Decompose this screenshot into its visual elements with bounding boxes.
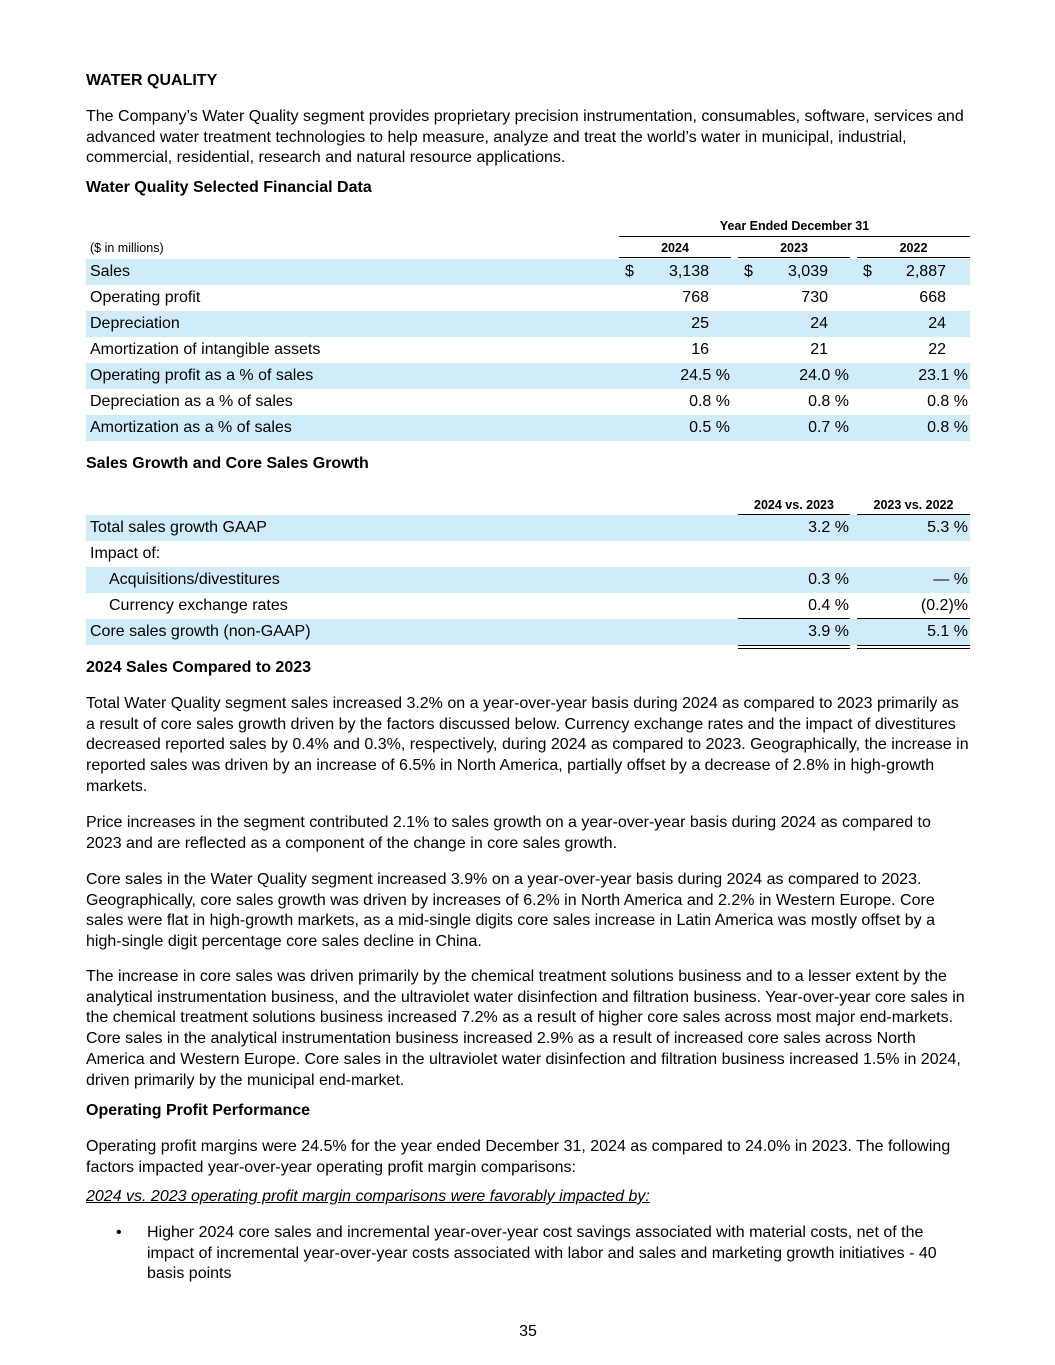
cell-value: 16 bbox=[691, 341, 709, 358]
year-header-rule bbox=[619, 257, 731, 258]
table-row bbox=[86, 389, 970, 415]
cell-value: 0.8 % bbox=[689, 393, 730, 410]
cell-value: 0.5 % bbox=[689, 419, 730, 436]
row-label: Amortization as a % of sales bbox=[90, 419, 292, 436]
cell-value: 3.2 % bbox=[808, 519, 849, 536]
currency-symbol: $ bbox=[863, 263, 872, 280]
cell-value: 22 bbox=[928, 341, 946, 358]
cell-value: 23.1 % bbox=[918, 367, 968, 384]
cell-value: 5.1 % bbox=[927, 623, 968, 640]
cell-value: 3,039 bbox=[787, 263, 828, 280]
cell-value: 0.3 % bbox=[808, 571, 849, 588]
growth-title: Sales Growth and Core Sales Growth bbox=[86, 455, 369, 472]
financial-data-table bbox=[86, 218, 970, 440]
column-header: 2023 vs. 2022 bbox=[873, 498, 954, 512]
table-row bbox=[86, 567, 970, 593]
table-row bbox=[86, 593, 970, 619]
cell-value: 0.8 % bbox=[808, 393, 849, 410]
row-label: Sales bbox=[90, 263, 131, 280]
cell-value: 24 bbox=[810, 315, 828, 332]
cell-value: 2,887 bbox=[905, 263, 946, 280]
row-label: Amortization of intangible assets bbox=[90, 341, 321, 358]
cell-value: 25 bbox=[691, 315, 709, 332]
growth-table bbox=[86, 494, 970, 656]
cell-value: 0.8 % bbox=[927, 419, 968, 436]
cell-value: 21 bbox=[810, 341, 828, 358]
table-row bbox=[86, 363, 970, 389]
table-row bbox=[86, 415, 970, 441]
table-row bbox=[86, 515, 970, 541]
financial-data-title: Water Quality Selected Financial Data bbox=[86, 179, 372, 196]
table-row bbox=[86, 619, 970, 645]
total-double-rule bbox=[738, 645, 850, 649]
cell-value: 668 bbox=[919, 289, 946, 306]
row-label: Total sales growth GAAP bbox=[90, 519, 267, 536]
row-label: Operating profit as a % of sales bbox=[90, 367, 314, 384]
cell-value: 0.7 % bbox=[808, 419, 849, 436]
row-label: Acquisitions/divestitures bbox=[109, 571, 280, 588]
favorable-heading: 2024 vs. 2023 operating profit margin comparisons were favorably impacted by: bbox=[86, 1188, 650, 1205]
cell-value: 0.4 % bbox=[808, 597, 849, 614]
row-label: Operating profit bbox=[90, 289, 201, 306]
cell-value: 768 bbox=[682, 289, 709, 306]
paragraph: The increase in core sales was driven primarily by the chemical treatment solutions business and to a lesser extent by the analytical instrumentation business, and the ultraviolet water disinfection and filtration business. Year-over-year core sales in the chemical treatment solutions business increased 7.2% as a result of higher core sales across most major end-markets. Core sales in the analytical instrumentation business increased 2.9% as a result of increased core sales across North America and Western Europe. Core sales in the ultraviolet water disinfection and filtration business increased 1.5% in 2024, driven primarily by the municipal end-market. bbox=[86, 968, 965, 1089]
cell-value: 730 bbox=[801, 289, 828, 306]
row-label: Currency exchange rates bbox=[109, 597, 288, 614]
cell-value: 24.5 % bbox=[680, 367, 730, 384]
table-row bbox=[86, 285, 970, 311]
row-label: Impact of: bbox=[90, 545, 161, 562]
sales-compare-title: 2024 Sales Compared to 2023 bbox=[86, 659, 312, 676]
paragraph: Price increases in the segment contributed 2.1% to sales growth on a year-over-year basis during 2024 as compared to 2023 and are reflected as a component of the change in core sales growth. bbox=[86, 814, 931, 852]
year-header: 2022 bbox=[899, 241, 928, 255]
cell-value: (0.2)% bbox=[920, 597, 968, 614]
column-header: 2024 vs. 2023 bbox=[754, 498, 834, 512]
row-label: Depreciation as a % of sales bbox=[90, 393, 293, 410]
year-header: 2023 bbox=[780, 241, 808, 255]
year-header-rule bbox=[738, 257, 850, 258]
operating-profit-title: Operating Profit Performance bbox=[86, 1102, 311, 1119]
bullet-icon: • bbox=[116, 1224, 122, 1241]
cell-value: 5.3 % bbox=[927, 519, 968, 536]
currency-symbol: $ bbox=[625, 263, 634, 280]
period-header-rule bbox=[619, 236, 970, 237]
cell-value: 24.0 % bbox=[799, 367, 849, 384]
total-double-rule bbox=[857, 645, 970, 649]
units-label: ($ in millions) bbox=[90, 241, 164, 255]
table-row bbox=[86, 311, 970, 337]
paragraph: Operating profit margins were 24.5% for the year ended December 31, 2024 as compared to 24.0% in 2023. The following factors impacted year-over-year operating profit margin comparisons: bbox=[86, 1138, 951, 1176]
period-header: Year Ended December 31 bbox=[719, 219, 870, 233]
table-row bbox=[86, 259, 970, 285]
row-label: Depreciation bbox=[90, 315, 180, 332]
section-title: WATER QUALITY bbox=[86, 72, 218, 89]
table-row bbox=[86, 337, 970, 363]
year-header: 2024 bbox=[661, 241, 689, 255]
intro-paragraph: The Company’s Water Quality segment provides proprietary precision instrumentation, consumables, software, services and advanced water treatment technologies to help measure, analyze and treat the world’s water in municipal, industrial, commercial, residential, research and natural resource applications. bbox=[86, 108, 964, 167]
currency-symbol: $ bbox=[744, 263, 753, 280]
paragraph: Total Water Quality segment sales increased 3.2% on a year-over-year basis during 2024 as compared to 2023 primarily as a result of core sales growth driven by the factors discussed below. Currency exchange rates and the impact of divestitures decreased reported sales by 0.4% and 0.3%, respectively, during 2024 as compared to 2023. Geographically, the increase in reported sales was driven by an increase of 6.5% in North America, partially offset by a decrease of 2.8% in high-growth markets. bbox=[86, 695, 969, 795]
cell-value: 3.9 % bbox=[808, 623, 849, 640]
cell-value: 24 bbox=[928, 315, 946, 332]
year-header-rule bbox=[857, 257, 970, 258]
cell-value: 3,138 bbox=[668, 263, 709, 280]
paragraph: Core sales in the Water Quality segment increased 3.9% on a year-over-year basis during 2024 as compared to 2023. Geographically, core sales growth was driven by increases of 6.2% in North America and 2.2% in Western Europe. Core sales were flat in high-growth markets, as a mid-single digits core sales increase in Latin America was mostly offset by a high-single digit percentage core sales decline in China. bbox=[86, 871, 935, 951]
cell-value: — % bbox=[933, 571, 968, 588]
page-number: 35 bbox=[519, 1323, 537, 1340]
table-row bbox=[86, 541, 970, 567]
bullet-text: Higher 2024 core sales and incremental year-over-year cost savings associated with material costs, net of the impact of incremental year-over-year costs associated with labor and sales and marketing growth initiatives - 40 basis points bbox=[147, 1224, 937, 1283]
row-label: Core sales growth (non-GAAP) bbox=[90, 623, 311, 640]
cell-value: 0.8 % bbox=[927, 393, 968, 410]
